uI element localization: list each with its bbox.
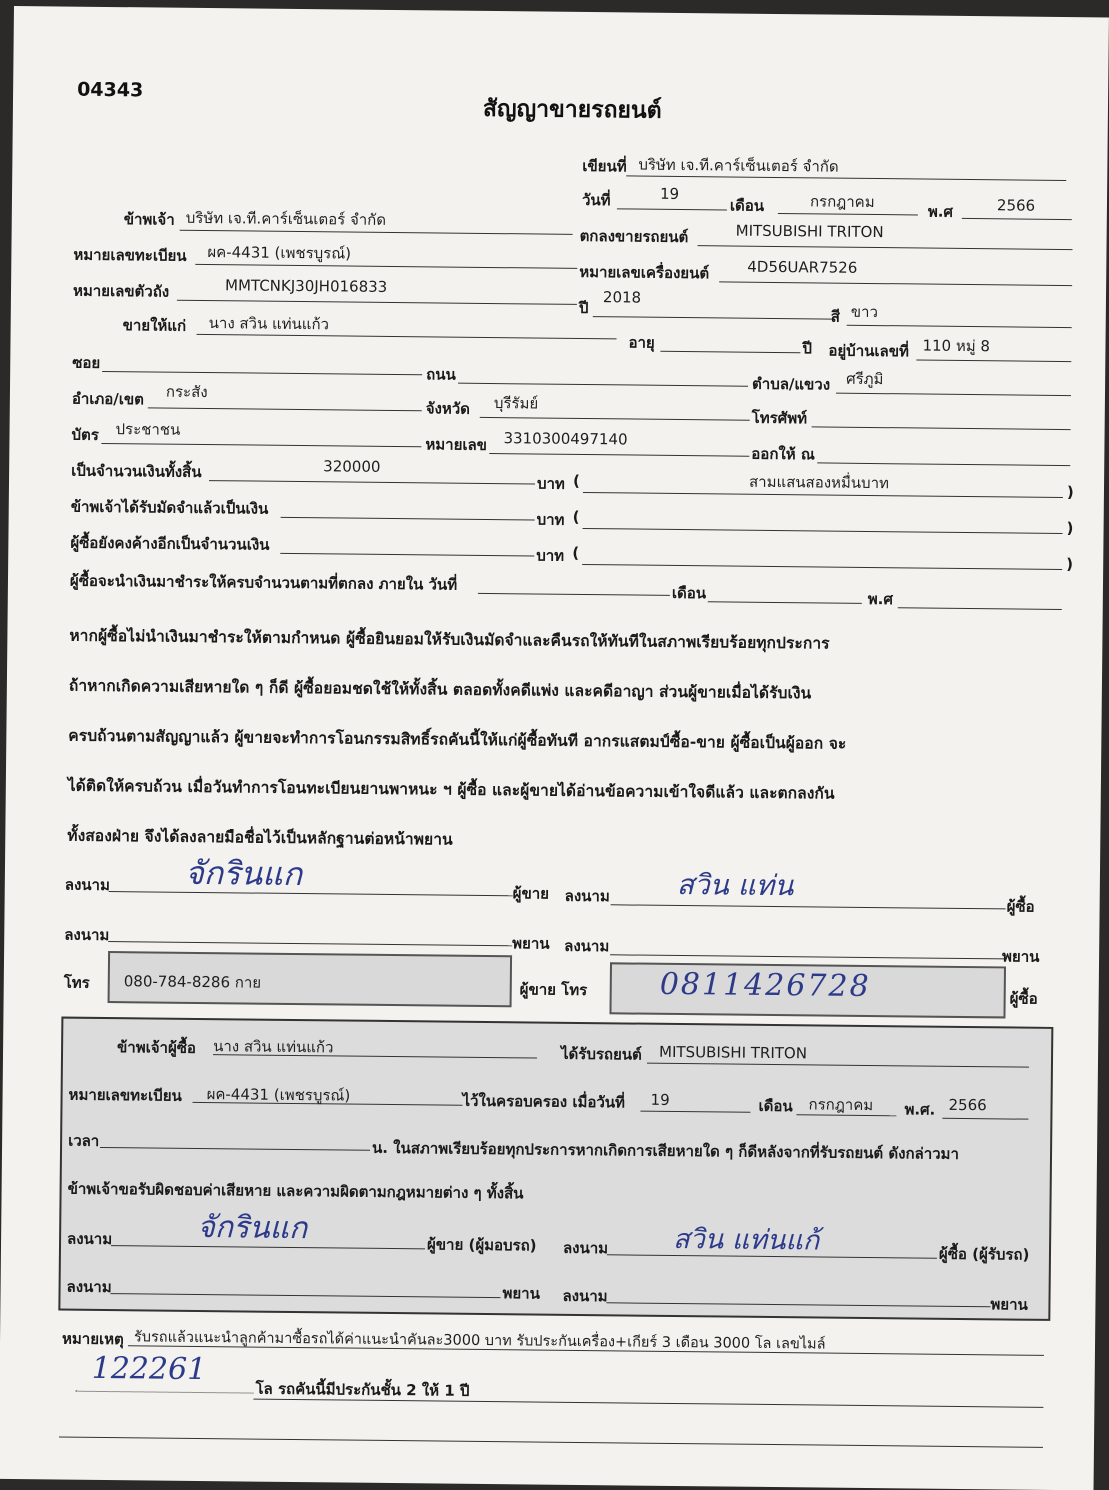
phone-label: โทรศัพท์ bbox=[751, 408, 808, 428]
chassis-value: MMTCNKJ30JH016833 bbox=[224, 276, 388, 296]
receipt-buyer-value: นาง สวิน แท่นแก้ว bbox=[213, 1037, 334, 1057]
note-line-2 bbox=[253, 1399, 1043, 1408]
card-number-value: 3310300497140 bbox=[503, 429, 628, 449]
receipt-witness2-role: พยาน bbox=[990, 1295, 1028, 1314]
pay-month-line bbox=[708, 601, 862, 604]
engine-line bbox=[719, 281, 1072, 286]
receipt-reg-label: หมายเลขทะเบียน bbox=[68, 1085, 182, 1105]
card-label: บัตร bbox=[71, 425, 99, 444]
receipt-buyer-sign-label: ลงนาม bbox=[562, 1238, 609, 1258]
receipt-time-tail: น. ในสภาพเรียบร้อยทุกประการหากเกิดการเสียหายใด ๆ ก็ดีหลังจากที่รับรถยนต์ ดังกล่าวมา bbox=[371, 1138, 960, 1163]
day-value: 19 bbox=[659, 184, 680, 203]
receipt-witness1-role: พยาน bbox=[502, 1284, 540, 1303]
receipt-reg-value: ผค-4431 (เพชรบูรณ์) bbox=[206, 1085, 351, 1105]
deposit-paren-close: ) bbox=[1066, 519, 1074, 538]
total-words-value: สามแสนสองหมื่นบาท bbox=[748, 472, 890, 493]
chassis-label: หมายเลขตัวถัง bbox=[72, 281, 170, 301]
color-value: ขาว bbox=[850, 302, 879, 322]
registration-line bbox=[195, 264, 577, 269]
receipt-month-value: กรกฎาคม bbox=[808, 1095, 874, 1115]
written-at-label: เขียนที่ bbox=[582, 156, 627, 176]
issued-line bbox=[817, 462, 1070, 466]
terms-line-1: หากผู้ซื้อไม่นำเงินมาชำระให้ตามกำหนด ผู้ซื้อยินยอมให้รับเงินมัดจำและคืนรถให้ทันทีในสภาพเรียบร้อยทุกประการ bbox=[69, 626, 830, 653]
note-line-3 bbox=[59, 1437, 1043, 1448]
receipt-buyer-role: ผู้ซื้อ (ผู้รับรถ) bbox=[938, 1244, 1030, 1264]
remaining-words-line bbox=[582, 564, 1062, 570]
receipt-seller-sign-label: ลงนาม bbox=[67, 1229, 113, 1249]
subdistrict-line bbox=[836, 393, 1071, 396]
remaining-paren-close: ) bbox=[1066, 555, 1074, 574]
receipt-time-label: เวลา bbox=[68, 1131, 100, 1150]
witness1-sign-label: ลงนาม bbox=[64, 925, 110, 945]
witness2-role-label: พยาน bbox=[1002, 947, 1040, 966]
buyer-label: ขายให้แก่ bbox=[122, 316, 187, 335]
terms-line-2: ถ้าหากเกิดความเสียหายใด ๆ ก็ดี ผู้ซื้อยอมชดใช้ให้ทั้งสิ้น ตลอดทั้งคดีแพ่ง และคดีอาญา ส่วนผู้ขายเมื่อได้รับเงิน bbox=[68, 676, 812, 703]
note-text-2: โล รถคันนี้มีประกันชั้น 2 ให้ 1 ปี bbox=[255, 1379, 470, 1400]
model-year-value: 2018 bbox=[602, 288, 642, 307]
remaining-baht-label: บาท bbox=[536, 546, 565, 565]
deposit-line bbox=[281, 517, 535, 521]
date-label: วันที่ bbox=[581, 190, 611, 210]
mileage-value: 122261 bbox=[91, 1350, 207, 1388]
road-line bbox=[458, 383, 748, 387]
subdistrict-label: ตำบล/แขวง bbox=[751, 374, 831, 394]
deposit-paren-open: ( bbox=[572, 507, 580, 526]
deposit-baht-label: บาท bbox=[536, 510, 565, 529]
month-value: กรกฎาคม bbox=[809, 192, 875, 212]
model-year-label: ปี bbox=[578, 298, 589, 318]
receipt-car-value: MITSUBISHI TRITON bbox=[658, 1042, 808, 1063]
car-line bbox=[698, 245, 1073, 250]
soi-label: ซอย bbox=[72, 353, 101, 372]
phone-line bbox=[812, 426, 1071, 430]
day-line bbox=[617, 208, 727, 210]
terms-line-5: ทั้งสองฝ่าย จึงได้ลงลายมือชื่อไว้เป็นหลักฐานต่อหน้าพยาน bbox=[67, 826, 453, 849]
receipt-buyer-label: ข้าพเจ้าผู้ซื้อ bbox=[117, 1038, 197, 1057]
seller-tel-label: ผู้ขาย โทร bbox=[519, 980, 588, 1000]
deposit-words-line bbox=[583, 528, 1063, 534]
receipt-buyer-signature: สวิน แท่นแก้ bbox=[672, 1223, 820, 1257]
registration-label: หมายเลขทะเบียน bbox=[73, 245, 187, 265]
total-label: เป็นจำนวนเงินทั้งสิ้น bbox=[71, 461, 202, 481]
receipt-witness1-sign-label: ลงนาม bbox=[66, 1277, 112, 1297]
witness2-sign-line bbox=[610, 954, 1005, 959]
total-baht-label: บาท bbox=[536, 474, 565, 493]
pay-year-line bbox=[898, 607, 1062, 610]
province-line bbox=[480, 417, 750, 421]
remaining-paren-open: ( bbox=[572, 543, 580, 562]
card-line bbox=[101, 443, 421, 447]
province-label: จังหวัด bbox=[425, 399, 471, 418]
engine-label: หมายเลขเครื่องยนต์ bbox=[579, 262, 710, 283]
issued-label: ออกให้ ณ bbox=[751, 444, 815, 464]
age-unit: ปี bbox=[802, 339, 813, 358]
note-label: หมายเหตุ bbox=[61, 1329, 124, 1349]
registration-value: ผค-4431 (เพชรบูรณ์) bbox=[207, 243, 352, 263]
pay-day-line bbox=[478, 593, 670, 596]
seller-sign-label: ลงนาม bbox=[64, 875, 110, 895]
contract-paper bbox=[0, 6, 1109, 1490]
mileage-line bbox=[75, 1391, 253, 1394]
car-label: ตกลงขายรถยนต์ bbox=[579, 226, 689, 247]
receipt-liability: ข้าพเจ้าขอรับผิดชอบค่าเสียหาย และความผิดตามกฎหมายต่าง ๆ ทั้งสิ้น bbox=[67, 1179, 524, 1203]
deposit-label: ข้าพเจ้าได้รับมัดจำแล้วเป็นเงิน bbox=[70, 497, 269, 518]
district-label: อำเภอ/เขต bbox=[71, 389, 145, 409]
receipt-possession-label: ไว้ในครอบครอง เมื่อวันที่ bbox=[462, 1091, 626, 1112]
seller-role-label: ผู้ขาย bbox=[512, 884, 550, 903]
year-value: 2566 bbox=[996, 196, 1036, 215]
terms-line-4: ได้ติดให้ครบถ้วน เมื่อวันทำการโอนทะเบียนยานพาหนะ ฯ ผู้ซื้อ และผู้ขายได้อ่านข้อความเข้าใจดีแล้ว และตกลงกัน bbox=[67, 776, 835, 803]
model-year-line bbox=[593, 316, 833, 320]
document-number: 04343 bbox=[77, 78, 144, 102]
buyer-signature: สวิน แท่น bbox=[676, 867, 794, 903]
remaining-label: ผู้ซื้อยังคงค้างอีกเป็นจำนวนเงิน bbox=[70, 533, 270, 554]
house-value: 110 หมู่ 8 bbox=[922, 336, 991, 356]
age-label: อายุ bbox=[628, 333, 655, 352]
page-title: สัญญาขายรถยนต์ bbox=[482, 95, 662, 124]
card-value: ประชาชน bbox=[115, 420, 181, 439]
seller-phone: 080-784-8286 กาย bbox=[123, 972, 262, 992]
buyer-phone: 0811426728 bbox=[659, 966, 871, 1005]
pay-by-label: ผู้ซื้อจะนำเงินมาชำระให้ครบจำนวนตามที่ตกลง ภายใน วันที่ bbox=[69, 571, 458, 594]
receipt-day-value: 19 bbox=[650, 1090, 670, 1109]
seller-label: ข้าพเจ้า bbox=[123, 210, 175, 229]
buyer-tel-role: ผู้ซื้อ bbox=[1009, 989, 1038, 1008]
soi-line bbox=[102, 371, 422, 375]
witness1-sign-line bbox=[108, 941, 512, 946]
receipt-seller-signature: จักรินแก bbox=[197, 1209, 308, 1247]
house-line bbox=[916, 359, 1071, 362]
receipt-seller-role: ผู้ขาย (ผู้มอบรถ) bbox=[426, 1235, 537, 1255]
seller-sign-line bbox=[109, 891, 513, 896]
subdistrict-value: ศรีภูมิ bbox=[846, 369, 884, 389]
month-label: เดือน bbox=[729, 196, 765, 215]
seller-value: บริษัท เจ.ที.คาร์เซ็นเตอร์ จำกัด bbox=[185, 208, 387, 229]
remaining-line bbox=[280, 553, 534, 557]
age-line bbox=[660, 351, 800, 353]
district-value: กระสัง bbox=[165, 382, 208, 402]
receipt-panel bbox=[58, 1017, 1053, 1321]
receipt-month-label: เดือน bbox=[758, 1096, 793, 1116]
total-paren-open: ( bbox=[572, 471, 581, 490]
buyer-sign-label: ลงนาม bbox=[564, 886, 610, 906]
witness2-sign-label: ลงนาม bbox=[564, 936, 610, 956]
car-value: MITSUBISHI TRITON bbox=[735, 221, 884, 242]
note-text-1: รับรถแล้วแนะนำลูกค้ามาซื้อรถได้ค่าแนะนำคันละ3000 บาท รับประกันเครื่อง+เกียร์ 3 เดือน 3000 โล เลขไมล์ bbox=[133, 1329, 826, 1353]
color-label: สี bbox=[830, 307, 841, 326]
tel-label: โทร bbox=[63, 973, 90, 992]
engine-value: 4D56UAR7526 bbox=[747, 257, 858, 277]
receipt-witness2-sign-label: ลงนาม bbox=[562, 1286, 608, 1306]
province-value: บุรีรัมย์ bbox=[493, 394, 539, 413]
card-number-line bbox=[489, 453, 749, 457]
receipt-year-label: พ.ศ. bbox=[904, 1100, 936, 1119]
house-label: อยู่บ้านเลขที่ bbox=[828, 341, 909, 361]
total-value: 320000 bbox=[323, 457, 381, 476]
seller-signature: จักรินแก bbox=[184, 853, 303, 894]
terms-line-3: ครบถ้วนตามสัญญาแล้ว ผู้ขายจะทำการโอนกรรมสิทธิ์รถคันนี้ให้แก่ผู้ซื้อทันที อากรแสตมป์ซื้อ-ขาย ผู้ซื้อเป็นผู้ออก จะ bbox=[68, 726, 847, 753]
total-line bbox=[209, 480, 535, 484]
color-line bbox=[847, 325, 1072, 328]
buyer-role-label: ผู้ซื้อ bbox=[1006, 897, 1035, 916]
witness1-role-label: พยาน bbox=[512, 934, 550, 953]
pay-year-label: พ.ศ bbox=[867, 589, 894, 609]
district-line bbox=[148, 407, 422, 411]
written-at-value: บริษัท เจ.ที.คาร์เซ็นเตอร์ จำกัด bbox=[638, 155, 839, 176]
chassis-line bbox=[177, 300, 577, 305]
total-paren-close: ) bbox=[1066, 483, 1074, 502]
pay-month-label: เดือน bbox=[671, 583, 707, 603]
receipt-year-value: 2566 bbox=[948, 1095, 987, 1115]
card-number-label: หมายเลข bbox=[425, 435, 488, 454]
buyer-value: นาง สวิน แท่นแก้ว bbox=[208, 314, 330, 334]
year-label: พ.ศ bbox=[927, 202, 954, 221]
buyer-sign-line bbox=[611, 904, 1006, 909]
year-line bbox=[962, 218, 1072, 220]
receipt-received-label: ได้รับรถยนต์ bbox=[560, 1044, 642, 1064]
road-label: ถนน bbox=[426, 365, 456, 384]
